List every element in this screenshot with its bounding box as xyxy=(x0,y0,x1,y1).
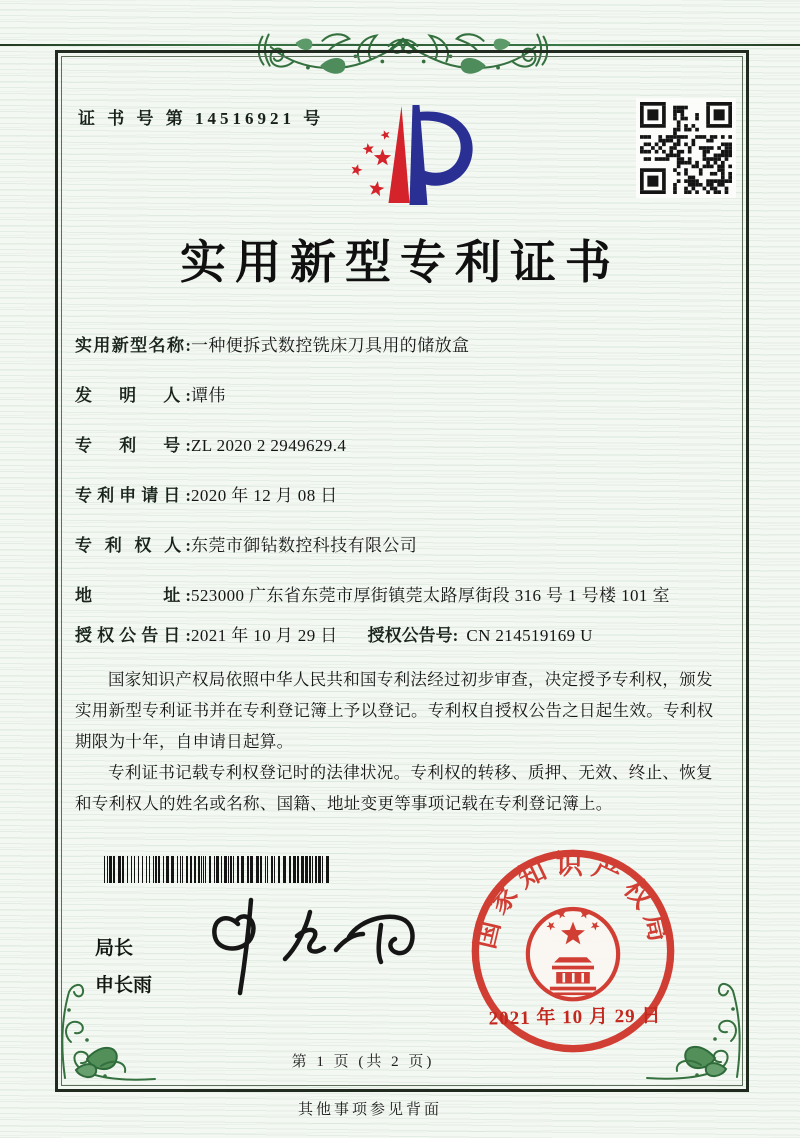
field-value: 2021 年 10 月 29 日 xyxy=(191,626,338,645)
handwritten-signature xyxy=(198,896,430,998)
field-label: 授权公告号: xyxy=(367,626,459,645)
field-label: 授权公告日: xyxy=(75,626,191,645)
field-row-patentee xyxy=(75,534,733,558)
signer-name: 申长雨 xyxy=(95,975,153,996)
certificate-number: 证 书 号 第 14516921 号 xyxy=(78,109,325,128)
field-row-address xyxy=(75,584,733,608)
certificate-title: 实用新型专利证书 xyxy=(180,237,620,288)
qr-code xyxy=(636,98,736,198)
back-note: 其他事项参见背面 xyxy=(297,1102,442,1118)
field-row-patent-no xyxy=(75,434,733,458)
field-label: 专利申请日: xyxy=(75,486,191,505)
field-label: 发 明 人: xyxy=(75,386,191,405)
field-row-grant xyxy=(75,624,733,648)
cnipa-logo-icon xyxy=(330,90,515,230)
field-label: 实用新型名称: xyxy=(75,336,191,355)
field-row-filing-date xyxy=(75,484,733,508)
field-value: CN 214519169 U xyxy=(466,626,593,645)
field-value: ZL 2020 2 2949629.4 xyxy=(191,436,347,455)
corner-flourish-icon xyxy=(57,980,157,1086)
body-paragraph: 专利证书记载专利权登记时的法律状况。专利权的转移、质押、无效、终止、恢复和专利权人的姓名或名称、国籍、地址变更等事项记载在专利登记簿上。 xyxy=(75,763,713,813)
field-row-inventor xyxy=(75,384,733,408)
field-value: 2020 年 12 月 08 日 xyxy=(191,486,338,505)
page-number: 第 1 页 (共 2 页) xyxy=(291,1054,435,1070)
national-emblem-icon xyxy=(528,909,618,999)
field-label: 专 利 权 人: xyxy=(75,536,191,555)
body-paragraph: 国家知识产权局依照中华人民共和国专利法经过初步审查，决定授予专利权，颁发实用新型专利证书并在专利登记簿上予以登记。专利权自授权公告之日起生效。专利权期限为十年，自申请日起算。 xyxy=(75,670,714,751)
fields xyxy=(75,334,733,674)
field-value: 东莞市御钻数控科技有限公司 xyxy=(191,536,418,555)
field-value: 523000 广东省东莞市厚街镇莞太路厚街段 316 号 1 号楼 101 室 xyxy=(191,586,670,605)
seal-date: 2021 年 10 月 29 日 xyxy=(488,1005,662,1030)
field-label: 专 利 号: xyxy=(75,436,191,455)
field-value: 谭伟 xyxy=(191,386,226,405)
body-text xyxy=(75,664,729,819)
barcode xyxy=(104,856,332,883)
field-value: 一种便拆式数控铣床刀具用的储放盒 xyxy=(191,336,470,355)
seal-text: 国家知识产权局 xyxy=(470,849,676,952)
signer-title: 局长 xyxy=(95,938,134,959)
field-label: 地 址: xyxy=(75,586,191,605)
field-row-name xyxy=(75,334,733,358)
